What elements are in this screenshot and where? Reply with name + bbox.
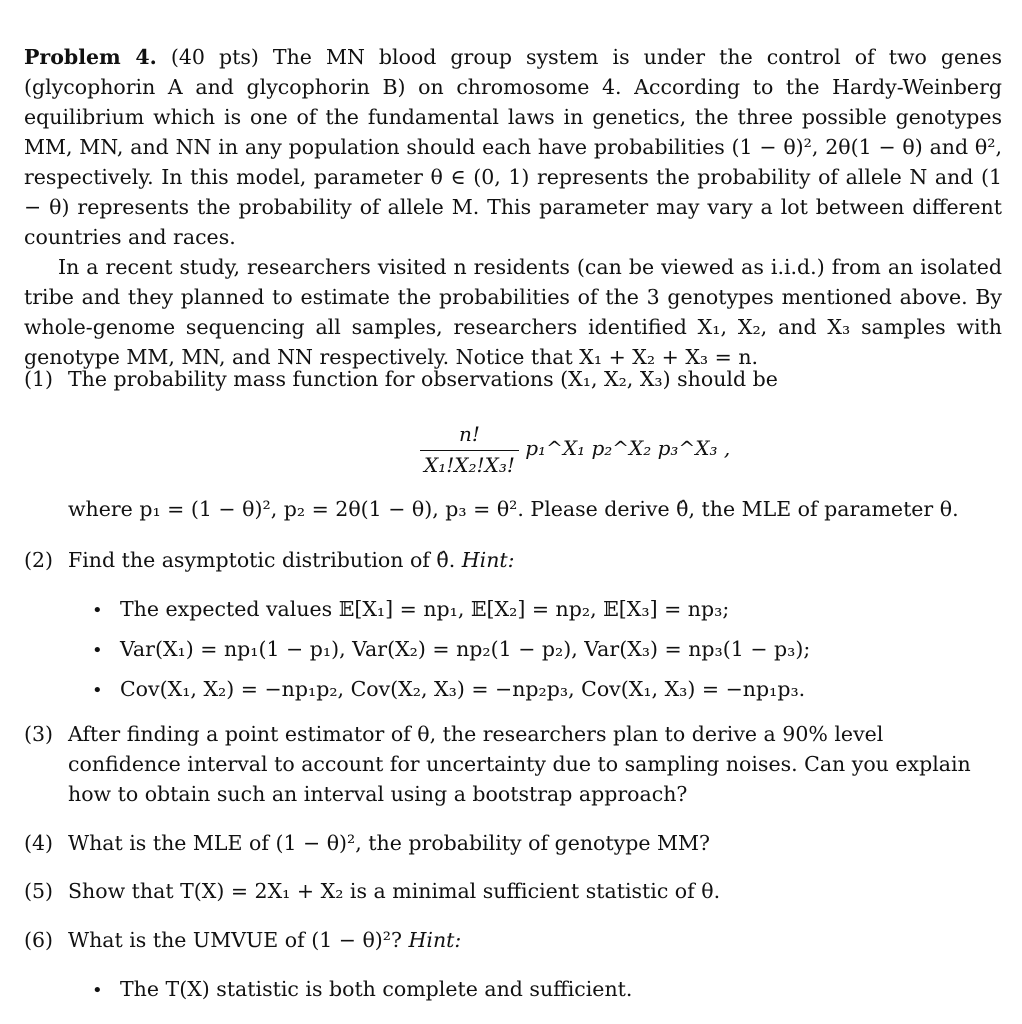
question-text: Find the asymptotic distribution of θ̂. <box>68 548 456 572</box>
problem-intro <box>24 42 1002 252</box>
question-4 <box>24 828 1004 858</box>
hint-label: Hint: <box>408 928 462 952</box>
pmf-formula <box>420 422 730 477</box>
hint-bullet: • The expected values 𝔼[X₁] = np₁, 𝔼[X₂] = np₂, 𝔼[X₃] = np₃; <box>92 597 730 621</box>
question-text: The probability mass function for observations (X₁, X₂, X₃) should be <box>68 367 778 391</box>
question-3 <box>24 719 1004 809</box>
question-number: (2) <box>24 548 54 572</box>
question-2 <box>24 545 1004 575</box>
question-number: (4) <box>24 831 54 855</box>
question-5 <box>24 876 1004 906</box>
hint-bullet: • The T(X) statistic is both complete and sufficient. <box>92 977 633 1001</box>
problem-points: (40 pts) <box>170 45 259 69</box>
pmf-numerator: n! <box>458 422 480 446</box>
pmf-denominator: X₁!X₂!X₃! <box>420 450 519 477</box>
question-number: (5) <box>24 879 54 903</box>
question-text: What is the UMVUE of (1 − θ)²? <box>68 928 403 952</box>
hint-bullet: • Var(X₁) = np₁(1 − p₁), Var(X₂) = np₂(1 − p₂), Var(X₃) = np₃(1 − p₃); <box>92 637 811 661</box>
pmf-probabilities: p₁^X₁ p₂^X₂ p₃^X₃ , <box>525 436 731 460</box>
question-6 <box>24 925 1004 955</box>
problem-statement <box>24 42 1002 372</box>
hint-label: Hint: <box>461 548 515 572</box>
problem-heading: Problem 4. <box>24 45 157 69</box>
question-number: (6) <box>24 928 54 952</box>
question-text: After finding a point estimator of θ, the researchers plan to derive a 90% level confidence interval to account for uncertainty due to sampling noises. Can you explain how to obtain such an interval using a bootstrap approach? <box>68 722 971 806</box>
question-1 <box>24 364 1004 394</box>
where-clause: where p₁ = (1 − θ)², p₂ = 2θ(1 − θ), p₃ = θ². Please derive θ̂, the MLE of parameter θ. <box>68 497 959 521</box>
problem-paragraph-2: In a recent study, researchers visited n residents (can be viewed as i.i.d.) from an isolated tribe and they planned to estimate the probabilities of the 3 genotypes mentioned above. By whole-genome sequencing all samples, researchers identified X₁, X₂, and X₃ samples with genotype MM, MN, and NN respectively. Notice that X₁ + X₂ + X₃ = n. <box>24 255 1002 369</box>
pmf-fraction <box>420 422 519 477</box>
question-text: What is the MLE of (1 − θ)², the probability of genotype MM? <box>68 831 710 855</box>
problem-paragraph-1: The MN blood group system is under the control of two genes (glycophorin A and glycophorin B) on chromosome 4. According to the Hardy-Weinberg equilibrium which is one of the fundamental laws in genetics, the three possible genotypes MM, MN, and NN in any population should each have probabilities (1 − θ)², 2θ(1 − θ) and θ², respectively. In this model, parameter θ ∈ (0, 1) represents the probability of allele N and (1 − θ) represents the probability of allele M. This parameter may vary a lot between different countries and races. <box>24 45 1002 249</box>
question-text: Show that T(X) = 2X₁ + X₂ is a minimal sufficient statistic of θ. <box>68 879 721 903</box>
question-number: (3) <box>24 722 54 746</box>
question-number: (1) <box>24 367 54 391</box>
hint-bullet: • Cov(X₁, X₂) = −np₁p₂, Cov(X₂, X₃) = −np₂p₃, Cov(X₁, X₃) = −np₁p₃. <box>92 677 806 701</box>
